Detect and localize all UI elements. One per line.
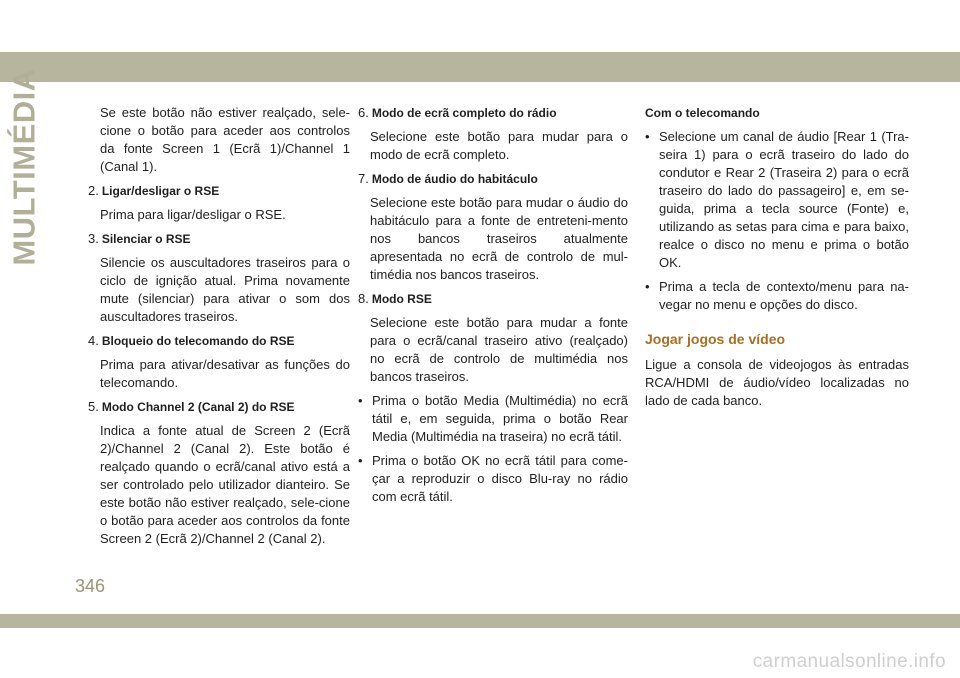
- item-number: 4.: [88, 333, 99, 348]
- item-body: Selecione este botão para mudar o áudio do habitáculo para a fonte de entreteni-mento nos bancos traseiros atualmente apresentada no ecrã de controlo de mul-timédia nos bancos traseiros.: [370, 195, 628, 282]
- top-margin: [0, 0, 960, 52]
- item-body: Silencie os auscultadores traseiros para o ciclo de ignição atual. Prima novamente mute (silenciar) para ativar o som dos auscultadores traseiros.: [100, 255, 350, 324]
- bullet-item: • Selecione um canal de áudio [Rear 1 (Tra-seira 1) para o ecrã traseiro do lado do condutor e Rear 2 (Traseira 2) para o ecrã traseiro do lado do passageiro] e, em se-guida, prima a tecla source (Fonte) e, utilizando as setas para cima e para baixo, realce o disco no menu e prima o botão OK.: [645, 129, 909, 270]
- item-number: 8.: [358, 291, 369, 306]
- column-3: [645, 104, 909, 410]
- footer-band: [0, 614, 960, 628]
- column-2: [358, 104, 628, 506]
- item-body: Selecione este botão para mudar para o modo de ecrã completo.: [370, 129, 628, 162]
- item-body: Selecione este botão para mudar a fonte para o ecrã/canal traseiro ativo (realçado) no ecrã de controlo de multimédia nos bancos traseiros.: [370, 315, 628, 384]
- bullet-icon: •: [645, 279, 650, 294]
- numbered-item-3: [88, 230, 350, 326]
- numbered-item-7: [358, 170, 628, 284]
- numbered-item-2: [88, 182, 350, 224]
- item-number: 6.: [358, 105, 369, 120]
- item-heading: Modo de áudio do habitáculo: [371, 172, 538, 186]
- item-heading: Modo RSE: [371, 292, 432, 306]
- item-heading: Ligar/desligar o RSE: [101, 184, 220, 198]
- subheading: Com o telecomando: [645, 106, 760, 120]
- bullet-icon: •: [645, 129, 650, 144]
- column-1: [88, 104, 350, 548]
- section-title: Jogar jogos de vídeo: [645, 331, 786, 347]
- item-heading: Modo Channel 2 (Canal 2) do RSE: [101, 400, 295, 414]
- section-side-label: MULTIMÉDIA: [7, 68, 43, 266]
- numbered-item-8: [358, 290, 628, 386]
- item-number: 3.: [88, 231, 99, 246]
- item-number: 5.: [88, 399, 99, 414]
- item-heading: Bloqueio do telecomando do RSE: [101, 334, 295, 348]
- section-paragraph: Ligue a consola de videojogos às entradas RCA/HDMI de áudio/vídeo localizadas no lado de cada banco.: [645, 357, 909, 408]
- numbered-item-5: [88, 398, 350, 548]
- item-number: 7.: [358, 171, 369, 186]
- bullet-item: • Prima o botão Media (Multimédia) no ecrã tátil e, em seguida, prima o botão Rear Media (Multimédia na traseira) no ecrã tátil.: [358, 393, 628, 444]
- item-heading: Modo de ecrã completo do rádio: [371, 106, 557, 120]
- item-body: Prima para ligar/desligar o RSE.: [100, 207, 286, 222]
- item-body: Prima para ativar/desativar as funções do telecomando.: [100, 357, 350, 390]
- page-number: 346: [75, 576, 106, 596]
- bullet-icon: •: [358, 393, 363, 408]
- bullet-item: • Prima o botão OK no ecrã tátil para come-çar a reproduzir o disco Blu-ray no rádio com ecrã tátil.: [358, 453, 628, 504]
- bullet-icon: •: [358, 453, 363, 468]
- bullet-item: • Prima a tecla de contexto/menu para na-vegar no menu e opções do disco.: [645, 279, 909, 312]
- header-band: [0, 52, 960, 82]
- intro-paragraph: Se este botão não estiver realçado, sele-cione o botão para aceder aos controlos da fonte Screen 1 (Ecrã 1)/Channel 1 (Canal 1).: [100, 105, 350, 174]
- watermark: carmanualsonline.info: [752, 651, 946, 672]
- item-number: 2.: [88, 183, 99, 198]
- item-heading: Silenciar o RSE: [101, 232, 191, 246]
- numbered-item-4: [88, 332, 350, 392]
- numbered-item-6: [358, 104, 628, 164]
- item-body: Indica a fonte atual de Screen 2 (Ecrã 2)/Channel 2 (Canal 2). Este botão é realçado quando o ecrã/canal ativo está a ser controlado pelo utilizador dianteiro. Se este botão não estiver realçado, sele-cione o botão para aceder aos controlos da fonte Screen 2 (Ecrã 2)/Channel 2 (Canal 2).: [100, 423, 350, 546]
